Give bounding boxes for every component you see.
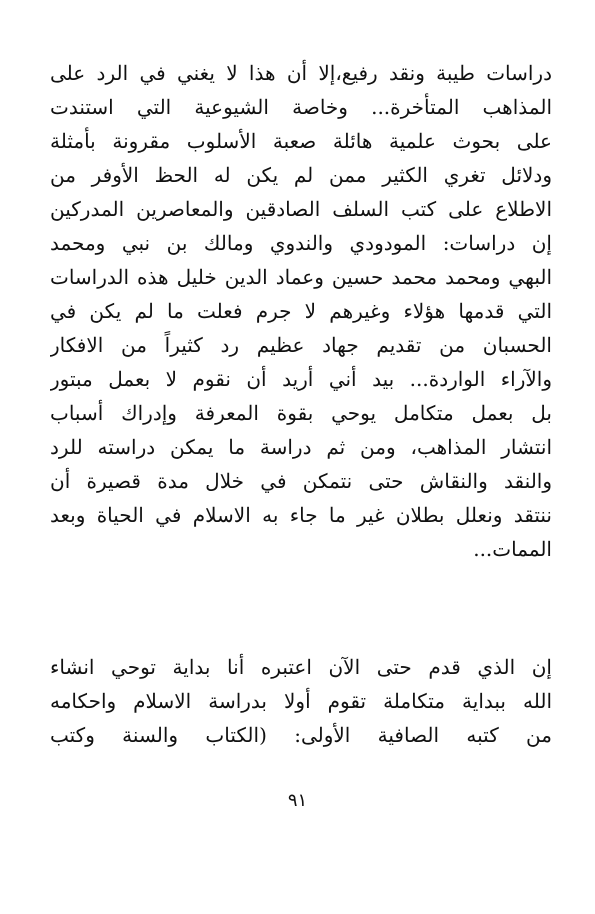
- text-line: الله ببداية متكاملة تقوم أولا بدراسة الاسلام واحكامه: [50, 689, 552, 713]
- text-line: إن دراسات: المودودي والندوي ومالك بن نبي ومحمد: [50, 231, 552, 255]
- page-number: ٩١: [287, 790, 308, 811]
- text-line: بل بعمل متكامل يوحي بقوة المعرفة وإدراك أسباب: [50, 401, 552, 425]
- text-line: على بحوث علمية هائلة صعبة الأسلوب مقرونة بأمثلة: [50, 129, 552, 153]
- text-line: والنقد والنقاش حتى نتمكن في خلال مدة قصيرة أن: [50, 469, 552, 493]
- text-line: إن الذي قدم حتى الآن اعتبره أنا بداية توحي انشاء: [50, 655, 552, 679]
- text-line: التي قدمها هؤلاء وغيرهم لا جرم فعلت ما لم يكن في: [50, 299, 552, 323]
- text-line: الاطلاع على كتب السلف الصادقين والمعاصرين المدركين: [50, 197, 552, 221]
- text-line: البهي ومحمد محمد حسين وعماد الدين خليل هذه الدراسات: [50, 265, 552, 289]
- text-line: الممات...: [473, 537, 552, 561]
- text-line: دراسات طيبة ونقد رفيع،إلا أن هذا لا يغني في الرد على: [50, 61, 552, 85]
- text-line: ودلائل تغري الكثير ممن لم يكن له الحظ الأوفر من: [50, 163, 552, 187]
- paragraph-1: [50, 56, 552, 566]
- text-line: من كتبه الصافية الأولى: (الكتاب والسنة وكتب: [50, 723, 552, 747]
- text-line: والآراء الواردة... بيد أني أريد أن نقوم لا بعمل مبتور: [50, 367, 552, 391]
- text-line: الحسبان من تقديم جهاد عظيم رد كثيراً من الافكار: [50, 333, 552, 357]
- text-line: ننتقد ونعلل بطلان غير ما جاء به الاسلام في الحياة وبعد: [50, 503, 552, 527]
- paragraph-2: [50, 650, 552, 752]
- text-line: انتشار المذاهب، ومن ثم دراسة ما يمكن دراسته للرد: [50, 435, 552, 459]
- text-line: المذاهب المتأخرة... وخاصة الشيوعية التي استندت: [50, 95, 552, 119]
